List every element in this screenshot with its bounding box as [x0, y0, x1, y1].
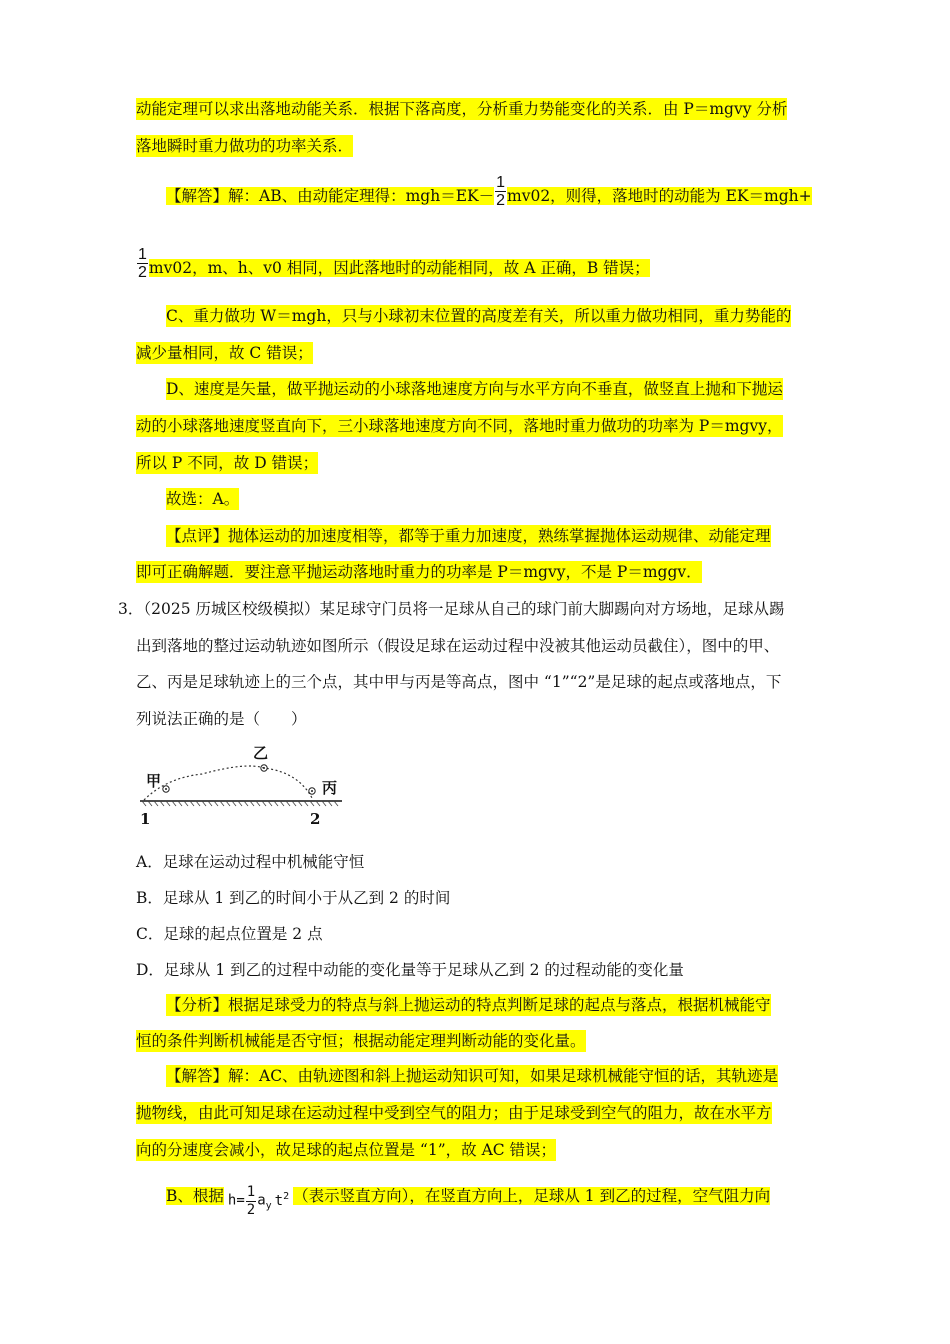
- option-d: D．足球从 1 到乙的过程中动能的变化量等于足球从乙到 2 的过程动能的变化量: [136, 961, 684, 979]
- text-line: 即可正确解题．要注意平抛运动落地时重力的功率是 P＝mgvy，不是 P＝mggv．: [136, 563, 702, 581]
- question-text: 列说法正确的是（ ）: [136, 710, 307, 728]
- text-line: D、速度是矢量，做平抛运动的小球落地速度方向与水平方向不垂直，做竖直上抛和下抛运: [166, 380, 783, 398]
- answer-text: B、根据: [166, 1187, 224, 1205]
- question-text: 3．（2025 历城区校级模拟）某足球守门员将一足球从自己的球门前大脚踢向对方场地，足球从踢: [118, 600, 785, 618]
- answer-text: mv02，则得，落地时的动能为 EK＝mgh+: [507, 187, 812, 205]
- question-text: 乙、丙是足球轨迹上的三个点，其中甲与丙是等高点，图中 “1”“2”是足球的起点或落地点，下: [136, 673, 782, 691]
- option-a: A．足球在运动过程中机械能守恒: [136, 853, 365, 871]
- text-line: C、重力做功 W＝mgh，只与小球初末位置的高度差有关，所以重力做功相同，重力势能的: [166, 307, 792, 325]
- answer-text: （表示竖直方向），在竖直方向上，足球从 1 到乙的过程，空气阻力向: [293, 1187, 771, 1205]
- option-b: B．足球从 1 到乙的时间小于从乙到 2 的时间: [136, 889, 451, 907]
- label-2: 2: [310, 810, 321, 828]
- label-yi: 乙: [253, 744, 269, 762]
- text-line: 抛物线，由此可知足球在运动过程中受到空气的阻力；由于足球受到空气的阻力，故在水平方: [136, 1104, 772, 1122]
- text-line: [166, 1172, 770, 1231]
- text-line: 动的小球落地速度竖直向下，三小球落地速度方向不同，落地时重力做功的功率为 P＝mgvy，: [136, 417, 783, 435]
- text-line: 【分析】根据足球受力的特点与斜上抛运动的特点判断足球的起点与落点，根据机械能守: [166, 996, 771, 1014]
- trajectory-figure: [136, 738, 346, 830]
- text-line: 动能定理可以求出落地动能关系．根据下落高度，分析重力势能变化的关系．由 P＝mgvy 分析: [136, 100, 788, 118]
- label-1: 1: [140, 810, 151, 828]
- text-line: 所以 P 不同，故 D 错误；: [136, 454, 319, 472]
- text-line: 减少量相同，故 C 错误；: [136, 344, 313, 362]
- text-line: 落地瞬时重力做功的功率关系．: [136, 137, 354, 155]
- text-line: 故选：A。: [166, 490, 240, 508]
- formula: h= $\frac{1}{2}$ $a_y$ $t^2$: [227, 1183, 290, 1218]
- fraction: $\frac{1}{2}$: [496, 174, 505, 209]
- trajectory-path: [144, 766, 312, 800]
- text-line: 向的分速度会减小，故足球的起点位置是 “1”，故 AC 错误；: [136, 1141, 557, 1159]
- label-bing: 丙: [322, 779, 338, 797]
- fraction: $\frac{1}{2}$: [138, 246, 147, 281]
- text-line: 【解答】解：AC、由轨迹图和斜上抛运动知识可知，如果足球机械能守恒的话，其轨迹是: [166, 1067, 779, 1085]
- option-c: C．足球的起点位置是 2 点: [136, 925, 323, 943]
- text-line: 【点评】抛体运动的加速度相等，都等于重力加速度，熟练掌握抛体运动规律、动能定理: [166, 527, 771, 545]
- answer-text: 【解答】解：AB、由动能定理得：mgh＝EK－: [166, 187, 495, 205]
- question-text: 出到落地的整过运动轨迹如图所示（假设足球在运动过程中没被其他运动员截住），图中的甲、: [136, 637, 780, 655]
- text-line: 恒的条件判断机械能是否守恒；根据动能定理判断动能的变化量。: [136, 1032, 586, 1050]
- label-jia: 甲: [146, 772, 162, 790]
- answer-text: mv02，m、h、v0 相同，因此落地时的动能相同，故 A 正确，B 错误；: [148, 259, 650, 277]
- text-line: [166, 172, 812, 220]
- text-line: [136, 244, 650, 292]
